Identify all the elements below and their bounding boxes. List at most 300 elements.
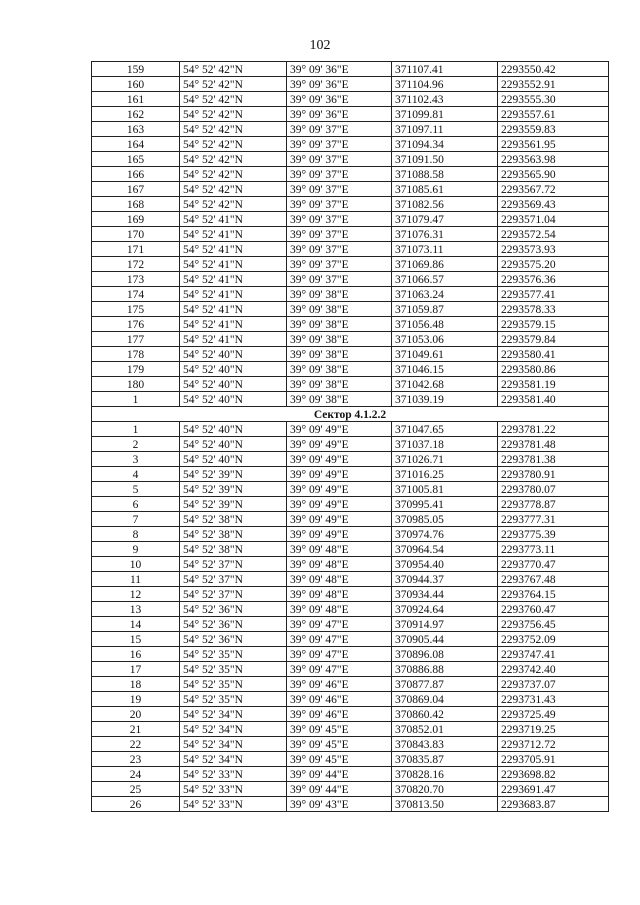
- longitude-cell: 39° 09' 48"E: [287, 557, 392, 572]
- table-row: [92, 437, 609, 452]
- point-number-cell: 15: [92, 632, 180, 647]
- coord-x-cell: 371037.18: [392, 437, 498, 452]
- longitude-cell: 39° 09' 47"E: [287, 632, 392, 647]
- point-number-cell: 2: [92, 437, 180, 452]
- longitude-cell: 39° 09' 37"E: [287, 212, 392, 227]
- table-row: [92, 797, 609, 812]
- table-row: [92, 587, 609, 602]
- longitude-cell: 39° 09' 45"E: [287, 737, 392, 752]
- longitude-cell: 39° 09' 48"E: [287, 587, 392, 602]
- table-row: [92, 347, 609, 362]
- longitude-cell: 39° 09' 48"E: [287, 572, 392, 587]
- latitude-cell: 54° 52' 33"N: [180, 797, 287, 812]
- point-number-cell: 173: [92, 272, 180, 287]
- point-number-cell: 161: [92, 92, 180, 107]
- latitude-cell: 54° 52' 40"N: [180, 437, 287, 452]
- table-row: [92, 302, 609, 317]
- coord-y-cell: 2293773.11: [498, 542, 609, 557]
- longitude-cell: 39° 09' 37"E: [287, 182, 392, 197]
- coord-y-cell: 2293712.72: [498, 737, 609, 752]
- coord-y-cell: 2293742.40: [498, 662, 609, 677]
- table-row: [92, 602, 609, 617]
- longitude-cell: 39° 09' 49"E: [287, 452, 392, 467]
- latitude-cell: 54° 52' 38"N: [180, 527, 287, 542]
- page-number: 102: [309, 38, 331, 53]
- latitude-cell: 54° 52' 34"N: [180, 752, 287, 767]
- latitude-cell: 54° 52' 35"N: [180, 662, 287, 677]
- point-number-cell: 6: [92, 497, 180, 512]
- table-row: [92, 767, 609, 782]
- coord-y-cell: 2293552.91: [498, 77, 609, 92]
- coord-x-cell: 371026.71: [392, 452, 498, 467]
- point-number-cell: 163: [92, 122, 180, 137]
- latitude-cell: 54° 52' 41"N: [180, 332, 287, 347]
- table-row: [92, 62, 609, 77]
- coord-y-cell: 2293781.38: [498, 452, 609, 467]
- coord-x-cell: 371059.87: [392, 302, 498, 317]
- table-row: [92, 197, 609, 212]
- coord-y-cell: 2293576.36: [498, 272, 609, 287]
- longitude-cell: 39° 09' 37"E: [287, 167, 392, 182]
- coord-y-cell: 2293561.95: [498, 137, 609, 152]
- coord-y-cell: 2293579.84: [498, 332, 609, 347]
- latitude-cell: 54° 52' 42"N: [180, 197, 287, 212]
- coord-x-cell: 370886.88: [392, 662, 498, 677]
- table-row: [92, 272, 609, 287]
- point-number-cell: 22: [92, 737, 180, 752]
- coord-x-cell: 370860.42: [392, 707, 498, 722]
- latitude-cell: 54° 52' 39"N: [180, 467, 287, 482]
- table-row: [92, 242, 609, 257]
- coord-y-cell: 2293737.07: [498, 677, 609, 692]
- longitude-cell: 39° 09' 47"E: [287, 662, 392, 677]
- coord-y-cell: 2293719.25: [498, 722, 609, 737]
- coord-x-cell: 371049.61: [392, 347, 498, 362]
- coord-y-cell: 2293691.47: [498, 782, 609, 797]
- coord-y-cell: 2293778.87: [498, 497, 609, 512]
- longitude-cell: 39° 09' 43"E: [287, 797, 392, 812]
- table-body-after-section: [92, 422, 609, 812]
- latitude-cell: 54° 52' 38"N: [180, 512, 287, 527]
- latitude-cell: 54° 52' 41"N: [180, 302, 287, 317]
- point-number-cell: 176: [92, 317, 180, 332]
- longitude-cell: 39° 09' 37"E: [287, 227, 392, 242]
- point-number-cell: 11: [92, 572, 180, 587]
- coord-x-cell: 371088.58: [392, 167, 498, 182]
- coord-x-cell: 370843.83: [392, 737, 498, 752]
- point-number-cell: 174: [92, 287, 180, 302]
- table-row: [92, 482, 609, 497]
- point-number-cell: 24: [92, 767, 180, 782]
- longitude-cell: 39° 09' 37"E: [287, 137, 392, 152]
- coord-x-cell: 371046.15: [392, 362, 498, 377]
- longitude-cell: 39° 09' 37"E: [287, 197, 392, 212]
- point-number-cell: 17: [92, 662, 180, 677]
- point-number-cell: 5: [92, 482, 180, 497]
- point-number-cell: 1: [92, 422, 180, 437]
- coord-x-cell: 371063.24: [392, 287, 498, 302]
- longitude-cell: 39° 09' 45"E: [287, 752, 392, 767]
- table-row: [92, 557, 609, 572]
- coord-y-cell: 2293559.83: [498, 122, 609, 137]
- latitude-cell: 54° 52' 41"N: [180, 317, 287, 332]
- section-header-body: [92, 407, 609, 422]
- coord-x-cell: 370934.44: [392, 587, 498, 602]
- coord-y-cell: 2293571.04: [498, 212, 609, 227]
- table-row: [92, 137, 609, 152]
- latitude-cell: 54° 52' 42"N: [180, 152, 287, 167]
- point-number-cell: 10: [92, 557, 180, 572]
- coord-y-cell: 2293756.45: [498, 617, 609, 632]
- coord-x-cell: 371066.57: [392, 272, 498, 287]
- longitude-cell: 39° 09' 47"E: [287, 617, 392, 632]
- latitude-cell: 54° 52' 36"N: [180, 617, 287, 632]
- table-row: [92, 167, 609, 182]
- latitude-cell: 54° 52' 42"N: [180, 92, 287, 107]
- point-number-cell: 160: [92, 77, 180, 92]
- longitude-cell: 39° 09' 38"E: [287, 332, 392, 347]
- latitude-cell: 54° 52' 41"N: [180, 257, 287, 272]
- coord-y-cell: 2293698.82: [498, 767, 609, 782]
- table-row: [92, 497, 609, 512]
- table-row: [92, 377, 609, 392]
- point-number-cell: 18: [92, 677, 180, 692]
- longitude-cell: 39° 09' 36"E: [287, 107, 392, 122]
- table-row: [92, 632, 609, 647]
- longitude-cell: 39° 09' 49"E: [287, 482, 392, 497]
- longitude-cell: 39° 09' 38"E: [287, 362, 392, 377]
- longitude-cell: 39° 09' 46"E: [287, 707, 392, 722]
- point-number-cell: 21: [92, 722, 180, 737]
- coord-y-cell: 2293550.42: [498, 62, 609, 77]
- coord-x-cell: 371079.47: [392, 212, 498, 227]
- latitude-cell: 54° 52' 34"N: [180, 737, 287, 752]
- coord-x-cell: 370828.16: [392, 767, 498, 782]
- latitude-cell: 54° 52' 39"N: [180, 482, 287, 497]
- coord-y-cell: 2293579.15: [498, 317, 609, 332]
- point-number-cell: 23: [92, 752, 180, 767]
- table-row: [92, 512, 609, 527]
- latitude-cell: 54° 52' 40"N: [180, 422, 287, 437]
- point-number-cell: 13: [92, 602, 180, 617]
- coord-x-cell: 371082.56: [392, 197, 498, 212]
- table-row: [92, 332, 609, 347]
- longitude-cell: 39° 09' 48"E: [287, 602, 392, 617]
- latitude-cell: 54° 52' 35"N: [180, 692, 287, 707]
- latitude-cell: 54° 52' 40"N: [180, 392, 287, 407]
- point-number-cell: 170: [92, 227, 180, 242]
- coord-y-cell: 2293780.07: [498, 482, 609, 497]
- coord-x-cell: 371102.43: [392, 92, 498, 107]
- longitude-cell: 39° 09' 38"E: [287, 347, 392, 362]
- point-number-cell: 171: [92, 242, 180, 257]
- longitude-cell: 39° 09' 49"E: [287, 467, 392, 482]
- point-number-cell: 4: [92, 467, 180, 482]
- table-row: [92, 737, 609, 752]
- latitude-cell: 54° 52' 41"N: [180, 242, 287, 257]
- longitude-cell: 39° 09' 49"E: [287, 422, 392, 437]
- latitude-cell: 54° 52' 41"N: [180, 287, 287, 302]
- coord-x-cell: 370877.87: [392, 677, 498, 692]
- longitude-cell: 39° 09' 46"E: [287, 692, 392, 707]
- longitude-cell: 39° 09' 47"E: [287, 647, 392, 662]
- longitude-cell: 39° 09' 49"E: [287, 512, 392, 527]
- point-number-cell: 19: [92, 692, 180, 707]
- point-number-cell: 16: [92, 647, 180, 662]
- table-row: [92, 572, 609, 587]
- point-number-cell: 165: [92, 152, 180, 167]
- coord-x-cell: 371104.96: [392, 77, 498, 92]
- table-row: [92, 542, 609, 557]
- point-number-cell: 14: [92, 617, 180, 632]
- coord-x-cell: 371097.11: [392, 122, 498, 137]
- coord-y-cell: 2293781.48: [498, 437, 609, 452]
- latitude-cell: 54° 52' 36"N: [180, 602, 287, 617]
- coord-x-cell: 371094.34: [392, 137, 498, 152]
- latitude-cell: 54° 52' 42"N: [180, 107, 287, 122]
- coord-y-cell: 2293777.31: [498, 512, 609, 527]
- table-row: [92, 677, 609, 692]
- point-number-cell: 26: [92, 797, 180, 812]
- table-row: [92, 422, 609, 437]
- table-row: [92, 212, 609, 227]
- longitude-cell: 39° 09' 37"E: [287, 272, 392, 287]
- longitude-cell: 39° 09' 38"E: [287, 317, 392, 332]
- latitude-cell: 54° 52' 37"N: [180, 587, 287, 602]
- coord-y-cell: 2293580.86: [498, 362, 609, 377]
- latitude-cell: 54° 52' 41"N: [180, 272, 287, 287]
- table-row: [92, 182, 609, 197]
- latitude-cell: 54° 52' 41"N: [180, 212, 287, 227]
- coord-x-cell: 371099.81: [392, 107, 498, 122]
- coord-y-cell: 2293705.91: [498, 752, 609, 767]
- coord-x-cell: 371016.25: [392, 467, 498, 482]
- coord-x-cell: 371085.61: [392, 182, 498, 197]
- coord-x-cell: 370995.41: [392, 497, 498, 512]
- longitude-cell: 39° 09' 38"E: [287, 302, 392, 317]
- latitude-cell: 54° 52' 33"N: [180, 782, 287, 797]
- longitude-cell: 39° 09' 49"E: [287, 497, 392, 512]
- point-number-cell: 178: [92, 347, 180, 362]
- longitude-cell: 39° 09' 36"E: [287, 77, 392, 92]
- point-number-cell: 166: [92, 167, 180, 182]
- table-row: [92, 392, 609, 407]
- table-row: [92, 362, 609, 377]
- latitude-cell: 54° 52' 36"N: [180, 632, 287, 647]
- coord-y-cell: 2293581.40: [498, 392, 609, 407]
- point-number-cell: 180: [92, 377, 180, 392]
- latitude-cell: 54° 52' 39"N: [180, 497, 287, 512]
- point-number-cell: 25: [92, 782, 180, 797]
- coord-y-cell: 2293575.20: [498, 257, 609, 272]
- coord-y-cell: 2293581.19: [498, 377, 609, 392]
- latitude-cell: 54° 52' 34"N: [180, 707, 287, 722]
- latitude-cell: 54° 52' 42"N: [180, 167, 287, 182]
- point-number-cell: 179: [92, 362, 180, 377]
- coord-x-cell: 370974.76: [392, 527, 498, 542]
- point-number-cell: 172: [92, 257, 180, 272]
- latitude-cell: 54° 52' 37"N: [180, 572, 287, 587]
- point-number-cell: 164: [92, 137, 180, 152]
- coord-x-cell: 371047.65: [392, 422, 498, 437]
- coord-x-cell: 370924.64: [392, 602, 498, 617]
- coord-x-cell: 370896.08: [392, 647, 498, 662]
- longitude-cell: 39° 09' 36"E: [287, 92, 392, 107]
- table-row: [92, 257, 609, 272]
- latitude-cell: 54° 52' 40"N: [180, 452, 287, 467]
- latitude-cell: 54° 52' 42"N: [180, 62, 287, 77]
- table-row: [92, 227, 609, 242]
- coord-y-cell: 2293752.09: [498, 632, 609, 647]
- table-row: [92, 452, 609, 467]
- table-row: [92, 647, 609, 662]
- point-number-cell: 20: [92, 707, 180, 722]
- coord-y-cell: 2293731.43: [498, 692, 609, 707]
- coord-y-cell: 2293780.91: [498, 467, 609, 482]
- coord-x-cell: 371107.41: [392, 62, 498, 77]
- point-number-cell: 175: [92, 302, 180, 317]
- table-row: [92, 317, 609, 332]
- table-row: [92, 782, 609, 797]
- longitude-cell: 39° 09' 44"E: [287, 767, 392, 782]
- latitude-cell: 54° 52' 42"N: [180, 122, 287, 137]
- coord-x-cell: 371073.11: [392, 242, 498, 257]
- longitude-cell: 39° 09' 48"E: [287, 542, 392, 557]
- table-row: [92, 107, 609, 122]
- coord-y-cell: 2293567.72: [498, 182, 609, 197]
- coord-y-cell: 2293764.15: [498, 587, 609, 602]
- coord-y-cell: 2293555.30: [498, 92, 609, 107]
- coord-y-cell: 2293725.49: [498, 707, 609, 722]
- table-row: [92, 152, 609, 167]
- coord-x-cell: 371076.31: [392, 227, 498, 242]
- coord-y-cell: 2293565.90: [498, 167, 609, 182]
- longitude-cell: 39° 09' 45"E: [287, 722, 392, 737]
- point-number-cell: 7: [92, 512, 180, 527]
- point-number-cell: 159: [92, 62, 180, 77]
- latitude-cell: 54° 52' 42"N: [180, 182, 287, 197]
- coord-x-cell: 370964.54: [392, 542, 498, 557]
- coord-y-cell: 2293747.41: [498, 647, 609, 662]
- table-row: [92, 92, 609, 107]
- coord-x-cell: 370835.87: [392, 752, 498, 767]
- coord-x-cell: 371056.48: [392, 317, 498, 332]
- latitude-cell: 54° 52' 35"N: [180, 647, 287, 662]
- table-row: [92, 617, 609, 632]
- coord-y-cell: 2293557.61: [498, 107, 609, 122]
- coord-x-cell: 370852.01: [392, 722, 498, 737]
- longitude-cell: 39° 09' 38"E: [287, 392, 392, 407]
- table-row: [92, 467, 609, 482]
- point-number-cell: 12: [92, 587, 180, 602]
- table-row: [92, 122, 609, 137]
- coord-x-cell: 370944.37: [392, 572, 498, 587]
- table-row: [92, 662, 609, 677]
- latitude-cell: 54° 52' 37"N: [180, 557, 287, 572]
- coord-x-cell: 370954.40: [392, 557, 498, 572]
- point-number-cell: 162: [92, 107, 180, 122]
- coord-x-cell: 371053.06: [392, 332, 498, 347]
- table-row: [92, 752, 609, 767]
- latitude-cell: 54° 52' 42"N: [180, 77, 287, 92]
- coord-x-cell: 370985.05: [392, 512, 498, 527]
- latitude-cell: 54° 52' 35"N: [180, 677, 287, 692]
- coord-y-cell: 2293683.87: [498, 797, 609, 812]
- latitude-cell: 54° 52' 40"N: [180, 362, 287, 377]
- coord-y-cell: 2293580.41: [498, 347, 609, 362]
- coordinates-table: [91, 61, 609, 812]
- latitude-cell: 54° 52' 41"N: [180, 227, 287, 242]
- coord-y-cell: 2293770.47: [498, 557, 609, 572]
- longitude-cell: 39° 09' 46"E: [287, 677, 392, 692]
- table-row: [92, 692, 609, 707]
- coord-y-cell: 2293578.33: [498, 302, 609, 317]
- coord-y-cell: 2293573.93: [498, 242, 609, 257]
- longitude-cell: 39° 09' 49"E: [287, 527, 392, 542]
- table-row: [92, 527, 609, 542]
- latitude-cell: 54° 52' 38"N: [180, 542, 287, 557]
- longitude-cell: 39° 09' 38"E: [287, 377, 392, 392]
- coord-x-cell: 370813.50: [392, 797, 498, 812]
- coord-y-cell: 2293569.43: [498, 197, 609, 212]
- longitude-cell: 39° 09' 49"E: [287, 437, 392, 452]
- latitude-cell: 54° 52' 42"N: [180, 137, 287, 152]
- section-title: Сектор 4.1.2.2: [92, 407, 609, 422]
- longitude-cell: 39° 09' 37"E: [287, 152, 392, 167]
- coord-y-cell: 2293781.22: [498, 422, 609, 437]
- latitude-cell: 54° 52' 40"N: [180, 347, 287, 362]
- longitude-cell: 39° 09' 37"E: [287, 257, 392, 272]
- table-row: [92, 287, 609, 302]
- coord-y-cell: 2293563.98: [498, 152, 609, 167]
- table-row: [92, 707, 609, 722]
- point-number-cell: 3: [92, 452, 180, 467]
- longitude-cell: 39° 09' 36"E: [287, 62, 392, 77]
- latitude-cell: 54° 52' 33"N: [180, 767, 287, 782]
- longitude-cell: 39° 09' 37"E: [287, 242, 392, 257]
- coord-x-cell: 370914.97: [392, 617, 498, 632]
- table-row: [92, 722, 609, 737]
- coord-x-cell: 371039.19: [392, 392, 498, 407]
- section-header-row: [92, 407, 609, 422]
- coord-y-cell: 2293760.47: [498, 602, 609, 617]
- point-number-cell: 9: [92, 542, 180, 557]
- coord-y-cell: 2293572.54: [498, 227, 609, 242]
- point-number-cell: 8: [92, 527, 180, 542]
- coord-x-cell: 371069.86: [392, 257, 498, 272]
- latitude-cell: 54° 52' 40"N: [180, 377, 287, 392]
- coord-x-cell: 370869.04: [392, 692, 498, 707]
- point-number-cell: 177: [92, 332, 180, 347]
- point-number-cell: 169: [92, 212, 180, 227]
- longitude-cell: 39° 09' 37"E: [287, 122, 392, 137]
- longitude-cell: 39° 09' 38"E: [287, 287, 392, 302]
- coord-y-cell: 2293775.39: [498, 527, 609, 542]
- point-number-cell: 167: [92, 182, 180, 197]
- coord-x-cell: 370820.70: [392, 782, 498, 797]
- coord-x-cell: 371005.81: [392, 482, 498, 497]
- coord-x-cell: 371042.68: [392, 377, 498, 392]
- point-number-cell: 1: [92, 392, 180, 407]
- coord-x-cell: 371091.50: [392, 152, 498, 167]
- longitude-cell: 39° 09' 44"E: [287, 782, 392, 797]
- coord-y-cell: 2293767.48: [498, 572, 609, 587]
- table-row: [92, 77, 609, 92]
- coord-x-cell: 370905.44: [392, 632, 498, 647]
- table-body-before-section: [92, 62, 609, 407]
- coord-y-cell: 2293577.41: [498, 287, 609, 302]
- latitude-cell: 54° 52' 34"N: [180, 722, 287, 737]
